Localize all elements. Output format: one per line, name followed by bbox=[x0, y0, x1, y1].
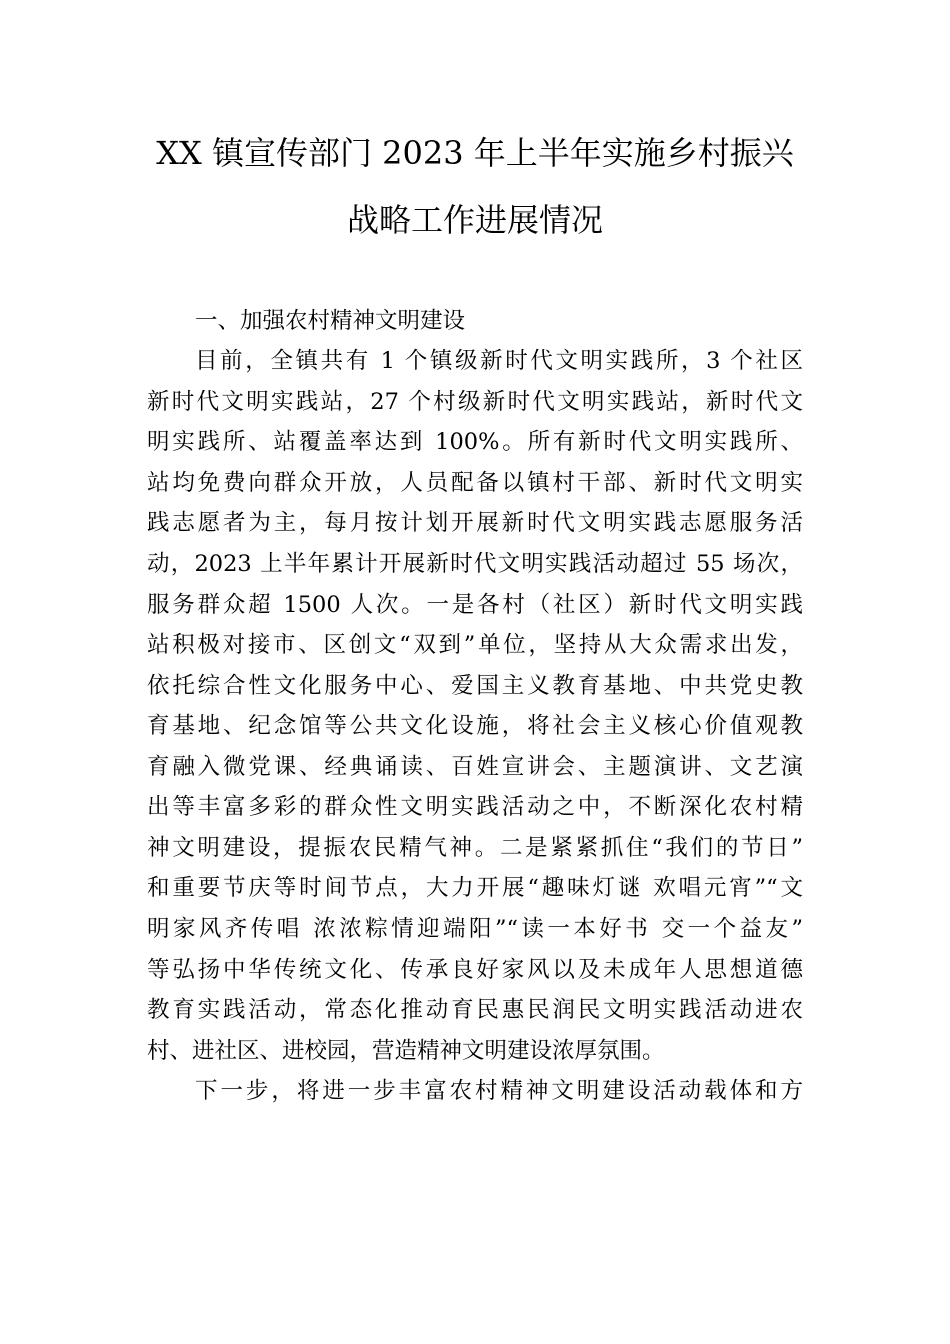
paragraph-line: 站均免费向群众开放，人员配备以镇村干部、新时代文明实 bbox=[147, 470, 803, 496]
paragraph-line: 出等丰富多彩的群众性文明实践活动之中，不断深化农村精 bbox=[147, 794, 803, 820]
paragraph-line: 目前，全镇共有 1 个镇级新时代文明实践所，3 个社区 bbox=[195, 348, 803, 374]
paragraph-line: 育融入微党课、经典诵读、百姓宣讲会、主题演讲、文艺演 bbox=[147, 754, 803, 780]
paragraph-line: 教育实践活动，常态化推动育民惠民润民文明实践活动进农 bbox=[147, 997, 803, 1023]
paragraph-line: 明家风齐传唱 浓浓粽情迎端阳”“读一本好书 交一个益友” bbox=[147, 916, 803, 942]
paragraph-line: 神文明建设，提振农民精气神。二是紧紧抓住“我们的节日” bbox=[147, 835, 803, 861]
paragraph-line: 村、进社区、进校园，营造精神文明建设浓厚氛围。 bbox=[147, 1038, 665, 1064]
paragraph-line: 服务群众超 1500 人次。一是各村（社区）新时代文明实践 bbox=[147, 592, 803, 618]
paragraph-line: 和重要节庆等时间节点，大力开展“趣味灯谜 欢唱元宵”“文 bbox=[147, 875, 803, 901]
paragraph-line: 站积极对接市、区创文“双到”单位，坚持从大众需求出发， bbox=[147, 632, 803, 658]
paragraph-line: 下一步，将进一步丰富农村精神文明建设活动载体和方 bbox=[195, 1078, 803, 1104]
doc-title-line-2: 战略工作进展情况 bbox=[346, 201, 603, 239]
doc-title-line-1: XX 镇宣传部门 2023 年上半年实施乡村振兴 bbox=[156, 134, 794, 172]
paragraph-line: 明实践所、站覆盖率达到 100%。所有新时代文明实践所、 bbox=[147, 429, 803, 455]
paragraph-line: 依托综合性文化服务中心、爱国主义教育基地、中共党史教 bbox=[147, 673, 803, 699]
paragraph-line: 育基地、纪念馆等公共文化设施，将社会主义核心价值观教 bbox=[147, 713, 803, 739]
paragraph-line: 等弘扬中华传统文化、传承良好家风以及未成年人思想道德 bbox=[147, 957, 803, 983]
section-heading: 一、加强农村精神文明建设 bbox=[195, 308, 466, 334]
paragraph-line: 践志愿者为主，每月按计划开展新时代文明实践志愿服务活 bbox=[147, 510, 803, 536]
paragraph-line: 动，2023 上半年累计开展新时代文明实践活动超过 55 场次， bbox=[147, 551, 803, 577]
paragraph-line: 新时代文明实践站，27 个村级新时代文明实践站，新时代文 bbox=[147, 389, 803, 415]
